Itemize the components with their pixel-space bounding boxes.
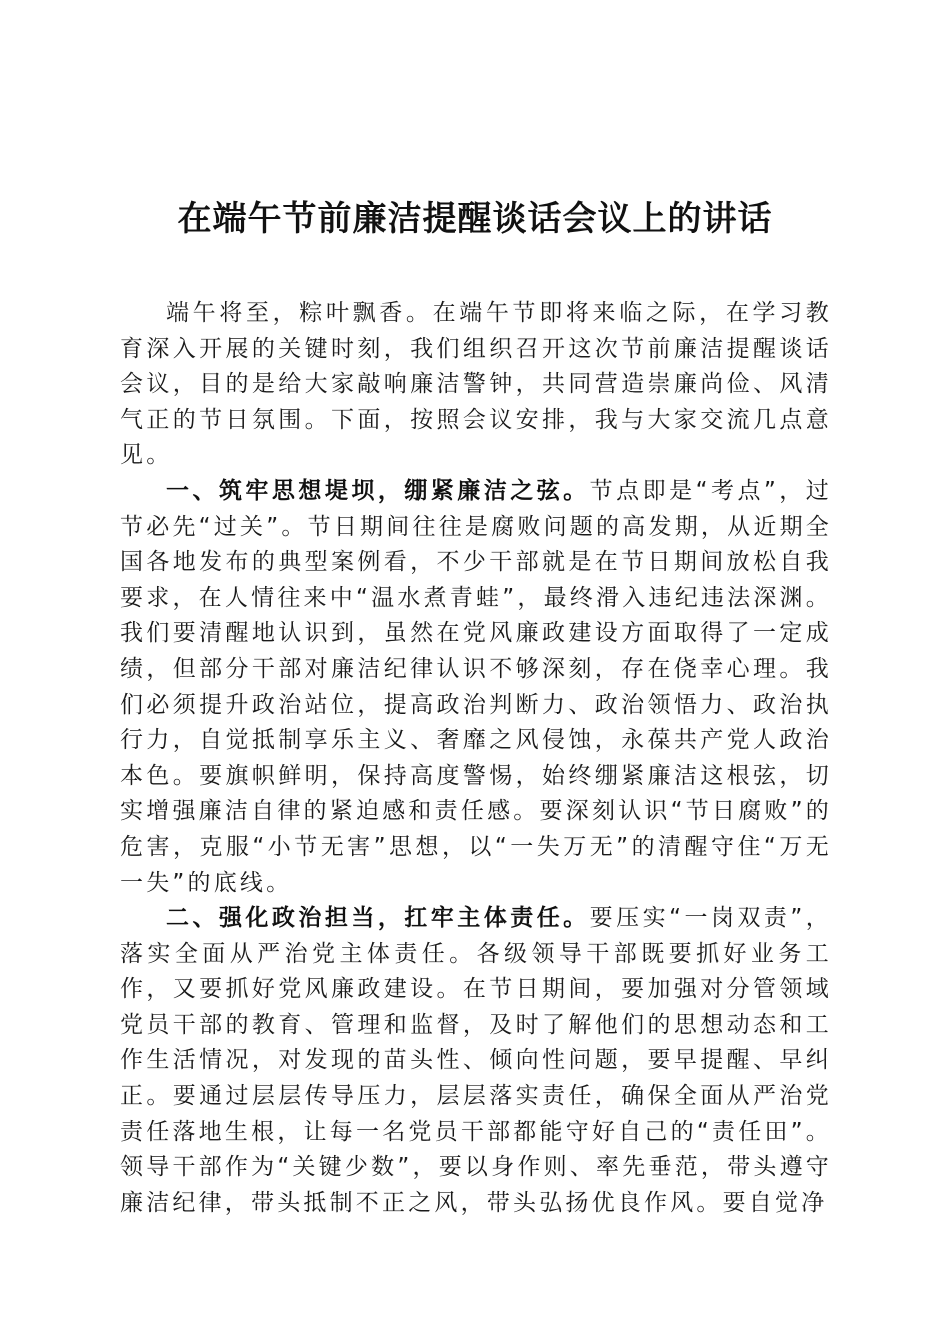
- section-two-text: 要压实“一岗双责”，落实全面从严治党主体责任。各级领导干部既要抓好业务工作，又要抓好党风廉政建设。在节日期间，要加强对分管领域党员干部的教育、管理和监督，及时了解他们的思想动态和工作生活情况，对发现的苗头性、倾向性问题，要早提醒、早纠正。要通过层层传导压力，层层落实责任，确保全面从严治党责任落地生根，让每一名党员干部都能守好自己的“责任田”。领导干部作为“关键少数”，要以身作则、率先垂范，带头遵守廉洁纪律，带头抵制不正之风，带头弘扬优良作风。要自觉净: [120, 905, 832, 1216]
- document-title: 在端午节前廉洁提醒谈话会议上的讲话: [177, 199, 773, 239]
- document-body: [120, 296, 832, 1221]
- section-one-text: 节点即是“考点”，过节必先“过关”。节日期间往往是腐败问题的高发期，从近期全国各地发布的典型案例看，不少干部就是在节日期间放松自我要求，在人情往来中“温水煮青蛙”，最终滑入违纪违法深渊。我们要清醒地认识到，虽然在党风廉政建设方面取得了一定成绩，但部分干部对廉洁纪律认识不够深刻，存在侥幸心理。我们必须提升政治站位，提高政治判断力、政治领悟力、政治执行力，自觉抵制享乐主义、奢靡之风侵蚀，永葆共产党人政治本色。要旗帜鲜明，保持高度警惕，始终绷紧廉洁这根弦，切实增强廉洁自律的紧迫感和责任感。要深刻认识“节日腐败”的危害，克服“小节无害”思想，以“一失万无”的清醒守住“万无一失”的底线。: [120, 477, 832, 896]
- section-one-heading: 一、筑牢思想堤坝，绷紧廉洁之弦。: [166, 477, 590, 504]
- intro-paragraph: [120, 296, 832, 474]
- intro-paragraph-text: 端午将至，粽叶飘香。在端午节即将来临之际，在学习教育深入开展的关键时刻，我们组织召开这次节前廉洁提醒谈话会议，目的是给大家敲响廉洁警钟，共同营造崇廉尚俭、风清气正的节日氛围。下面，按照会议安排，我与大家交流几点意见。: [120, 300, 832, 469]
- section-two-heading: 二、强化政治担当，扛牢主体责任。: [166, 905, 590, 932]
- section-one-paragraph: [120, 474, 832, 901]
- section-two-paragraph: [120, 901, 832, 1221]
